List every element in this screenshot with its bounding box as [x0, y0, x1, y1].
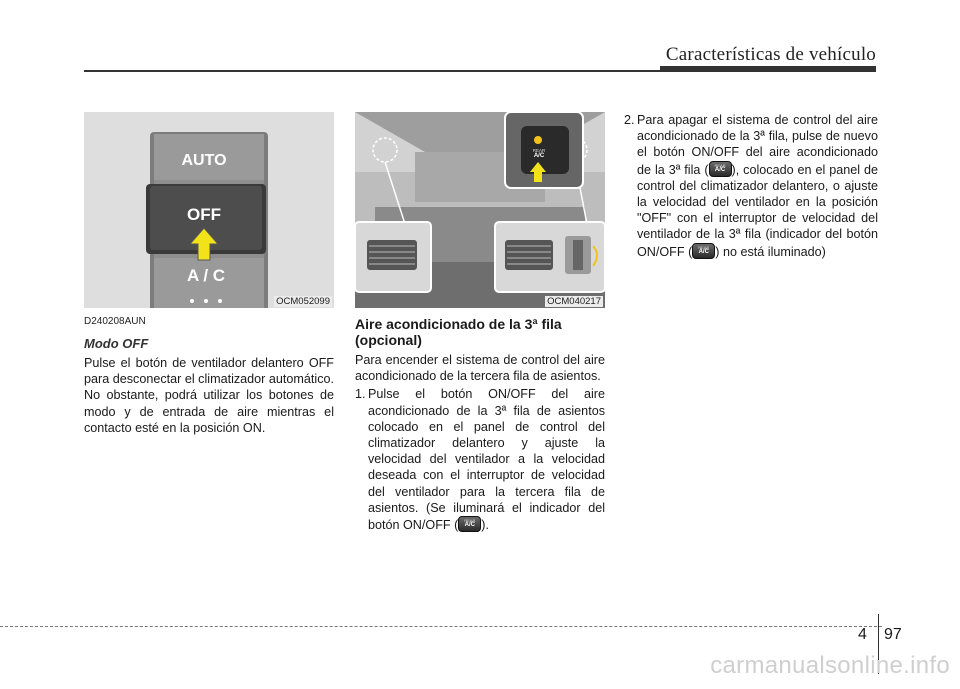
step-2-text-a: Para apagar el sistema de control del aire acondicionado de la 3ª fila, pulse de nuevo el botón ON/OFF del aire acondicionado de la 3ª fila ( [637, 113, 878, 177]
inset-ac-label: A/C [533, 153, 545, 159]
figure-off-button [84, 112, 334, 308]
panel-off-label: OFF [187, 205, 221, 224]
header-title: Características de vehículo [665, 44, 876, 65]
section-heading: Aire acondicionado de la 3ª fila (opcional) [355, 316, 562, 348]
footer-rule [0, 626, 882, 627]
step-2-text-c: ) no está iluminado) [715, 244, 826, 259]
figure-rear-ac [355, 112, 605, 308]
rear-ac-illustration [355, 112, 605, 308]
panel-auto-label: AUTO [181, 152, 227, 169]
column-1 [84, 112, 334, 436]
step-2-number: 2. [624, 113, 635, 127]
step-1 [355, 386, 605, 533]
step-1-text: Pulse el botón ON/OFF del aire acondicionado de la 3ª fila de asientos colocado en el panel de control del climatizador delantero y ajuste la velocidad del ventilador a la velocidad deseada con el interruptor de velocidad del ventilador para la tercera fila de asientos. (Se iluminará el indicador del botón ON/OFF ( [368, 387, 605, 533]
chapter-number: 4 [858, 626, 867, 643]
rear-ac-button-icon [458, 516, 481, 532]
inset-rear-label: REAR [532, 148, 546, 153]
rear-ac-button-icon [692, 243, 715, 259]
column-3 [624, 112, 878, 260]
header-bar [660, 66, 876, 72]
figure-label: OCM040217 [547, 296, 601, 307]
panel-ac-label: A / C [186, 266, 226, 285]
rear-ac-button-icon [709, 161, 732, 177]
step-2 [624, 112, 878, 260]
intro-paragraph: Para encender el sistema de control del aire acondicionado de la tercera fila de asientos. [355, 353, 605, 384]
page-number: 97 [884, 626, 902, 643]
figure-label: OCM052099 [276, 296, 330, 307]
step-2-text-b: ), colocado en el panel de control del climatizador delantero, o ajuste la velocidad del ventilador en la posición "OFF" con el interruptor de velocidad del ventilador de la 3ª fila (indicador del botón ON/OFF ( [637, 162, 879, 259]
watermark: carmanualsonline.info [710, 652, 950, 679]
step-1-number: 1. [355, 387, 366, 402]
section-code: D240208AUN [84, 316, 146, 327]
subheading: Modo OFF [84, 336, 149, 351]
paragraph-off: Pulse el botón de ventilador delantero OFF para desconectar el climatizador automático. No obstante, podrá utilizar los botones de modo y de entrada de aire mientras el contacto esté en la posición ON. [84, 356, 334, 435]
column-2 [355, 112, 605, 533]
step-1-end: ). [481, 518, 489, 533]
